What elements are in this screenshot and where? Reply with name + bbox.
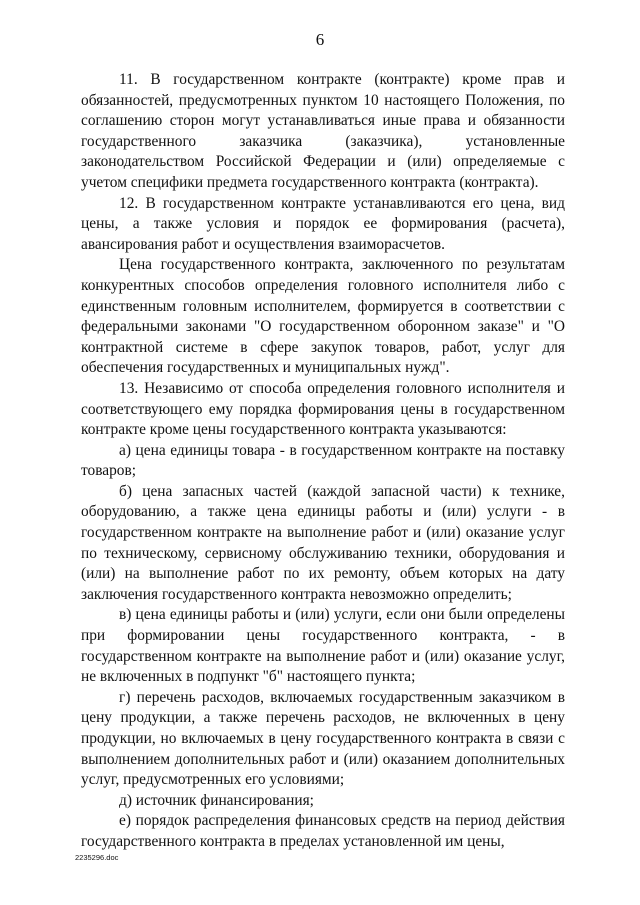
subparagraph-g: г) перечень расходов, включаемых государственным заказчиком в цену продукции, а также перечень расходов, не включенных в цену продукции, но включаемых в цену государственного контракта в связи с выполнением дополнительных работ и (или) оказанием дополнительных услуг, предусмотренных его условиями; [81,688,565,789]
document-filename: 2235296.doc [75,853,119,862]
paragraph-11: 11. В государственном контракте (контракте) кроме прав и обязанностей, предусмотренных пунктом 10 настоящего Положения, по соглашению сторон могут устанавливаться иные права и обязанности государственного заказчика (заказчика), установленные законодательством Российской Федерации и (или) определяемые с учетом специфики предмета государственного контракта (контракта). [81,71,565,191]
subparagraph-b: б) цена запасных частей (каждой запасной части) к технике, оборудованию, а также цена единицы работы и (или) услуги - в государственном контракте на выполнение работ и (или) оказание услуг по техническому, сервисному обслуживанию техники, оборудования и (или) на выполнение работ по их ремонту, объем которых на дату заключения государственного контракта невозможно определить; [81,482,565,603]
subparagraph-d: д) источник финансирования; [119,791,314,809]
subparagraph-v: в) цена единицы работы и (или) услуги, если они были определены при формировании цены государственного контракта, - в государственном контракте на выполнение работ и (или) оказание услуг, не включенных в подпункт "б" настоящего пункта; [81,606,565,686]
paragraph-13: 13. Независимо от способа определения головного исполнителя и соответствующего ему порядка формирования цены в государственном контракте кроме цены государственного контракта указываются: [81,379,565,439]
document-body [81,70,565,853]
subparagraph-e: е) порядок распределения финансовых средств на период действия государственного контракта в пределах установленной им цены, [81,812,565,850]
paragraph-12: 12. В государственном контракте устанавливаются его цена, вид цены, а также условия и порядок ее формирования (расчета), авансирования работ и осуществления взаиморасчетов. [81,194,565,253]
page-number: 6 [315,30,325,49]
paragraph-contract-price: Цена государственного контракта, заключенного по результатам конкурентных способов определения головного исполнителя либо с единственным головным исполнителем, формируется в соответствии с федеральными законами "О государственном оборонном заказе" и "О контрактной системе в сфере закупок товаров, работ, услуг для обеспечения государственных и муниципальных нужд". [81,256,565,377]
subparagraph-a: а) цена единицы товара - в государственном контракте на поставку товаров; [81,441,565,480]
